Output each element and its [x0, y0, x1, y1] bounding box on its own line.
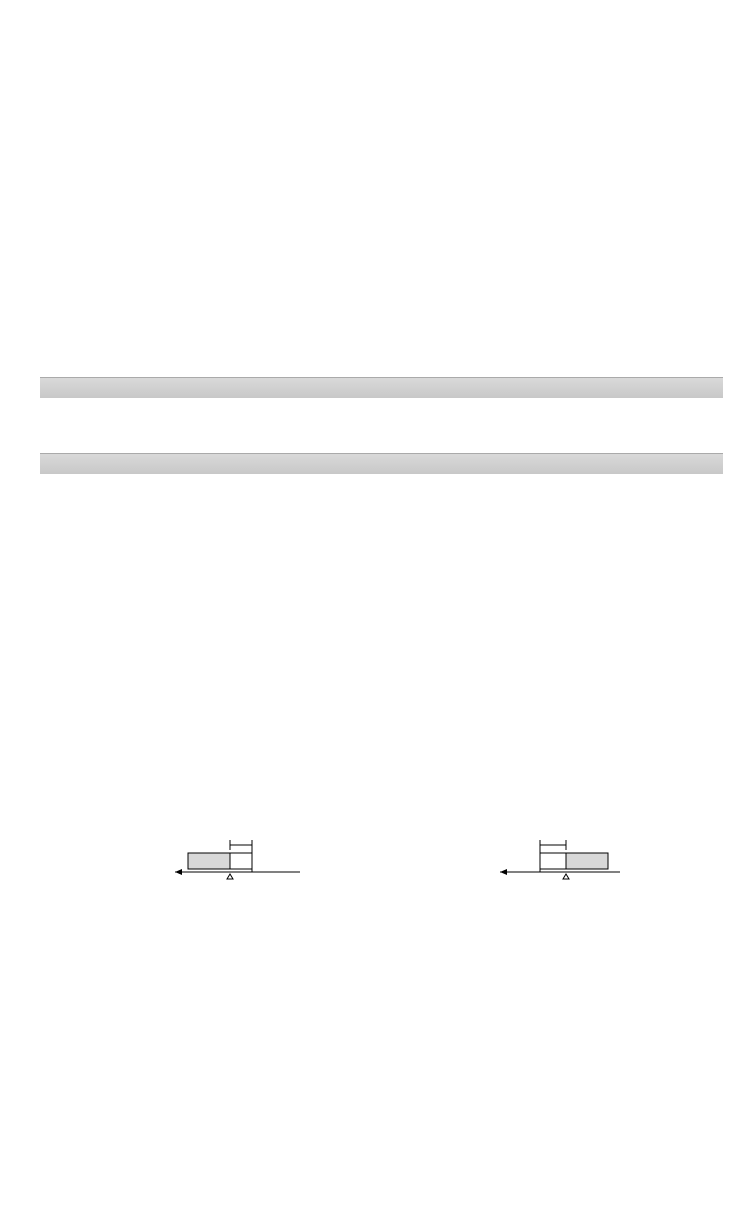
hyst-rising — [175, 840, 300, 879]
hysteresis-diagrams — [0, 810, 750, 900]
section-3-bar — [40, 377, 723, 398]
section-4-bar — [40, 453, 723, 474]
output-charts — [0, 900, 750, 1206]
hyst-falling — [500, 840, 620, 879]
